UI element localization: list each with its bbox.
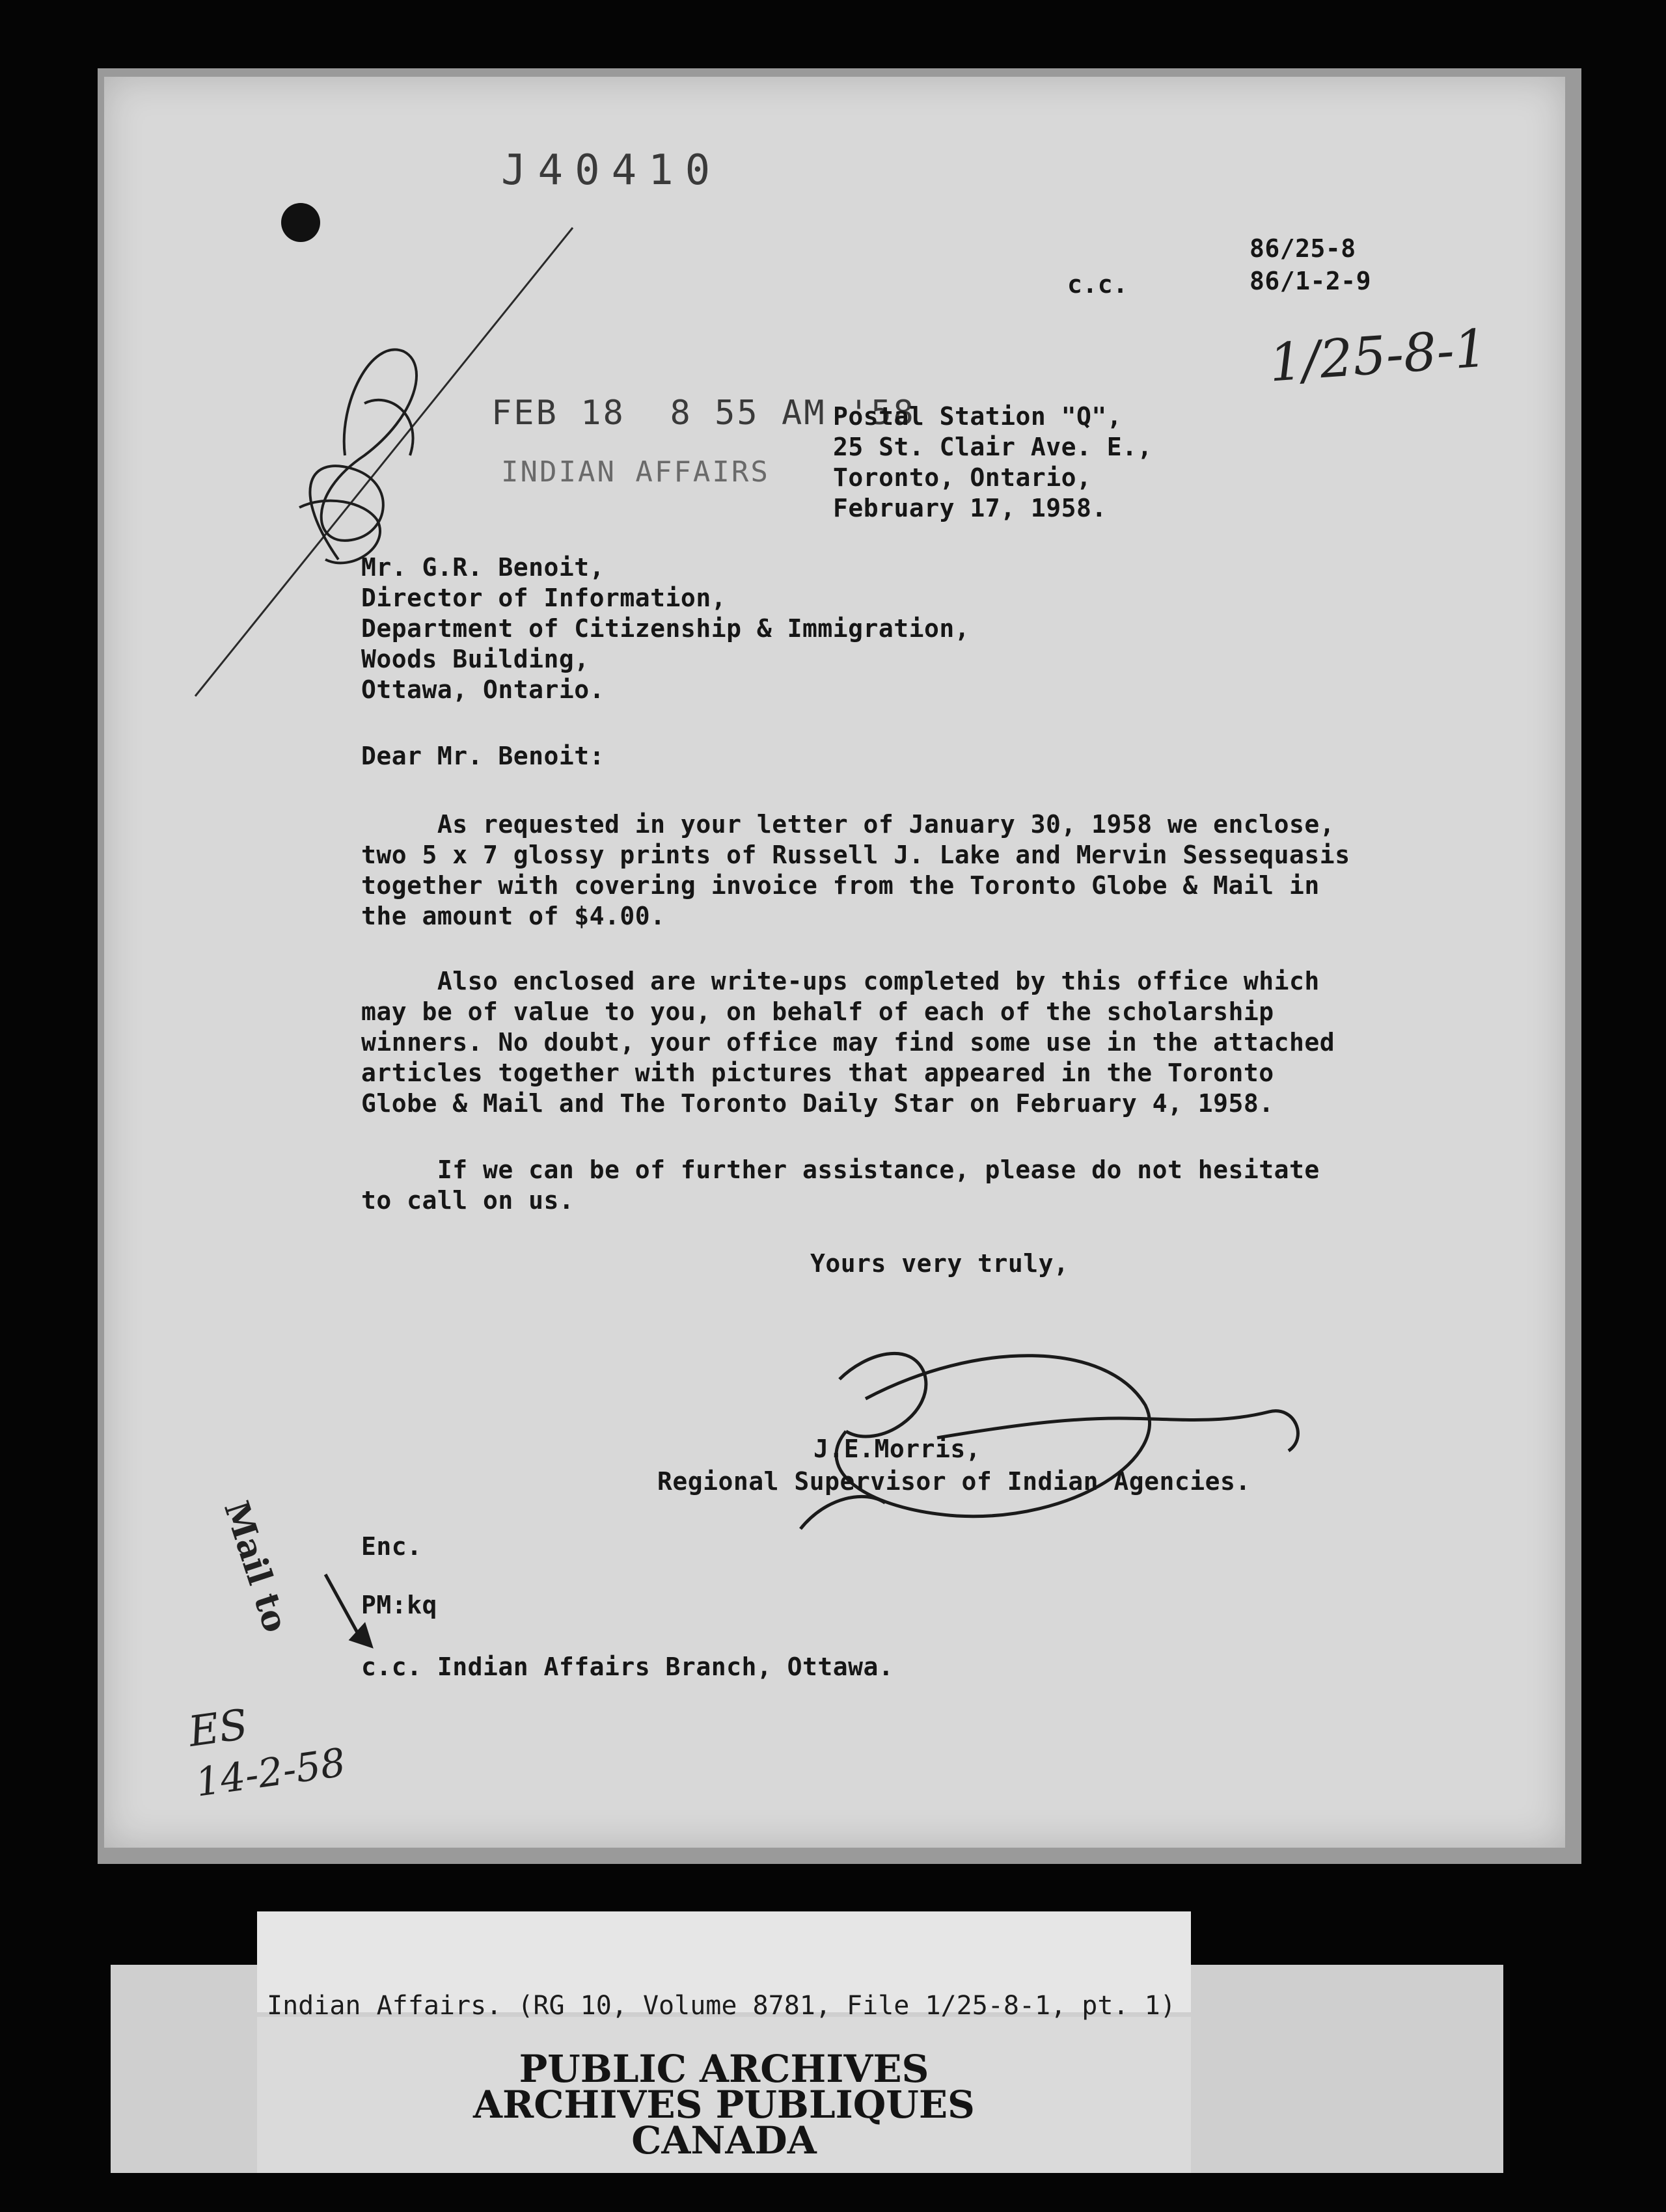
handwritten-initials: ES [185, 1701, 251, 1757]
salutation: Dear Mr. Benoit: [361, 742, 605, 770]
enclosure-notation: Enc. [361, 1532, 422, 1561]
signer-name: J.E.Morris, [813, 1435, 981, 1463]
recipient-line: Ottawa, Ontario. [361, 675, 605, 704]
sender-line: Toronto, Ontario, [833, 463, 1092, 492]
paragraph-line: two 5 x 7 glossy prints of Russell J. Lake and Mervin Sessequasis [361, 841, 1350, 869]
typist-initials: PM:kq [361, 1591, 437, 1619]
archive-reference: Indian Affairs. (RG 10, Volume 8781, File 1/25-8-1, pt. 1) [267, 1991, 1176, 2021]
cc-line: c.c. Indian Affairs Branch, Ottawa. [361, 1652, 894, 1681]
punch-hole [281, 203, 320, 242]
mail-to-note: Mail to [215, 1496, 296, 1638]
received-stamp-date: FEB 18 8 55 AM '58 [491, 394, 916, 433]
archive-stamp-line: PUBLIC ARCHIVES [519, 2047, 929, 2091]
paragraph-line: the amount of $4.00. [361, 902, 666, 930]
signer-title: Regional Supervisor of Indian Agencies. [657, 1467, 1251, 1496]
archive-stamp-line: ARCHIVES PUBLIQUES [473, 2083, 975, 2127]
sender-line: 25 St. Clair Ave. E., [833, 433, 1153, 461]
paragraph-line: As requested in your letter of January 30, 1958 we enclose, [361, 810, 1335, 839]
archive-stamp-line: CANADA [631, 2118, 817, 2163]
paragraph-line: to call on us. [361, 1186, 575, 1215]
paragraph-line: may be of value to you, on behalf of each of the scholarship [361, 997, 1274, 1026]
paragraph-line: Globe & Mail and The Toronto Daily Star on February 4, 1958. [361, 1089, 1274, 1118]
received-stamp-department: INDIAN AFFAIRS [501, 455, 770, 489]
paragraph-line: articles together with pictures that appeared in the Toronto [361, 1059, 1274, 1087]
closing: Yours very truly, [810, 1249, 1069, 1278]
file-ref-1: 86/25-8 [1250, 234, 1356, 263]
paragraph-line: Also enclosed are write-ups completed by this office which [361, 967, 1320, 995]
document-number: J40410 [501, 146, 722, 195]
sender-date: February 17, 1958. [833, 494, 1107, 522]
paragraph-line: If we can be of further assistance, please do not hesitate [361, 1155, 1320, 1184]
cc-label: c.c. [1067, 270, 1128, 299]
initials-scribble-icon [299, 349, 416, 563]
paragraph-line: together with covering invoice from the Toronto Globe & Mail in [361, 871, 1320, 900]
paragraph-line: winners. No doubt, your office may find some use in the attached [361, 1028, 1335, 1057]
recipient-line: Department of Citizenship & Immigration, [361, 614, 970, 643]
recipient-line: Mr. G.R. Benoit, [361, 553, 605, 582]
file-ref-2: 86/1-2-9 [1250, 267, 1372, 295]
handwritten-file-number: 1/25-8-1 [1267, 317, 1490, 394]
recipient-line: Woods Building, [361, 645, 590, 673]
recipient-line: Director of Information, [361, 584, 727, 612]
sender-line: Postal Station "Q", [833, 402, 1123, 431]
handwritten-date: 14-2-58 [193, 1740, 349, 1806]
